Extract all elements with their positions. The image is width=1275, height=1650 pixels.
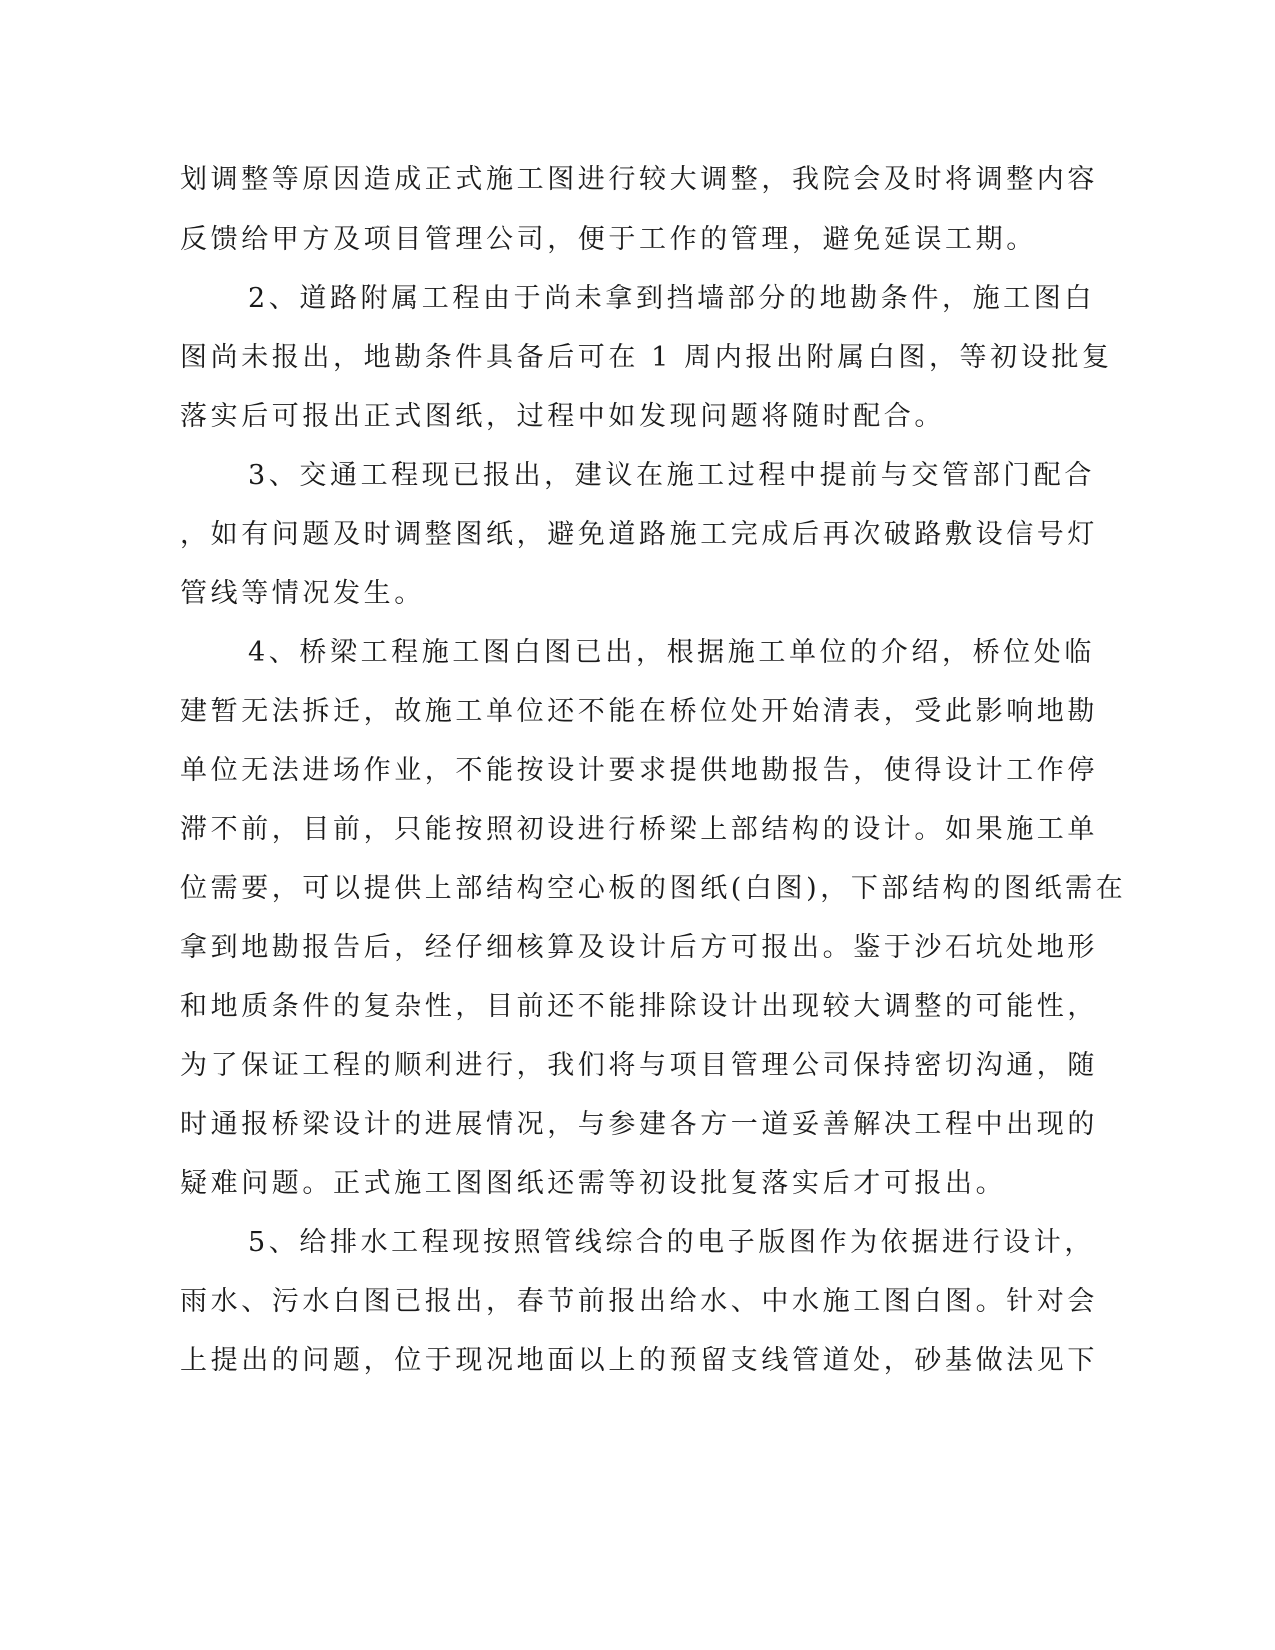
body-line-14: 拿到地勘报告后，经仔细核算及设计后方可报出。鉴于沙石坑处地形	[180, 932, 1098, 963]
body-line-6: 3、交通工程现已报出，建议在施工过程中提前与交管部门配合	[248, 460, 1095, 491]
body-line-17: 时通报桥梁设计的进展情况，与参建各方一道妥善解决工程中出现的	[180, 1109, 1098, 1140]
body-line-21: 上提出的问题，位于现况地面以上的预留支线管道处，砂基做法见下	[180, 1345, 1098, 1376]
body-line-3: 2、道路附属工程由于尚未拿到挡墙部分的地勘条件，施工图白	[248, 283, 1095, 314]
body-line-4: 图尚未报出，地勘条件具备后可在 1 周内报出附属白图，等初设批复	[180, 342, 1113, 373]
body-line-10: 建暂无法拆迁，故施工单位还不能在桥位处开始清表，受此影响地勘	[180, 696, 1098, 727]
body-line-11: 单位无法进场作业，不能按设计要求提供地勘报告，使得设计工作停	[180, 755, 1098, 786]
body-line-13: 位需要，可以提供上部结构空心板的图纸(白图)，下部结构的图纸需在	[180, 873, 1127, 904]
body-line-20: 雨水、污水白图已报出，春节前报出给水、中水施工图白图。针对会	[180, 1286, 1098, 1317]
body-line-18: 疑难问题。正式施工图图纸还需等初设批复落实后才可报出。	[180, 1168, 1007, 1199]
body-line-19: 5、给排水工程现按照管线综合的电子版图作为依据进行设计，	[248, 1227, 1095, 1258]
body-line-7: ，如有问题及时调整图纸，避免道路施工完成后再次破路敷设信号灯	[180, 519, 1098, 550]
body-line-12: 滞不前，目前，只能按照初设进行桥梁上部结构的设计。如果施工单	[180, 814, 1098, 845]
body-line-2: 反馈给甲方及项目管理公司，便于工作的管理，避免延误工期。	[180, 224, 1037, 255]
body-line-15: 和地质条件的复杂性，目前还不能排除设计出现较大调整的可能性，	[180, 991, 1098, 1022]
body-line-1: 划调整等原因造成正式施工图进行较大调整，我院会及时将调整内容	[180, 164, 1098, 195]
body-line-16: 为了保证工程的顺利进行，我们将与项目管理公司保持密切沟通，随	[180, 1050, 1098, 1081]
body-line-8: 管线等情况发生。	[180, 578, 425, 609]
body-line-9: 4、桥梁工程施工图白图已出，根据施工单位的介绍，桥位处临	[248, 637, 1095, 668]
body-line-5: 落实后可报出正式图纸，过程中如发现问题将随时配合。	[180, 401, 945, 432]
